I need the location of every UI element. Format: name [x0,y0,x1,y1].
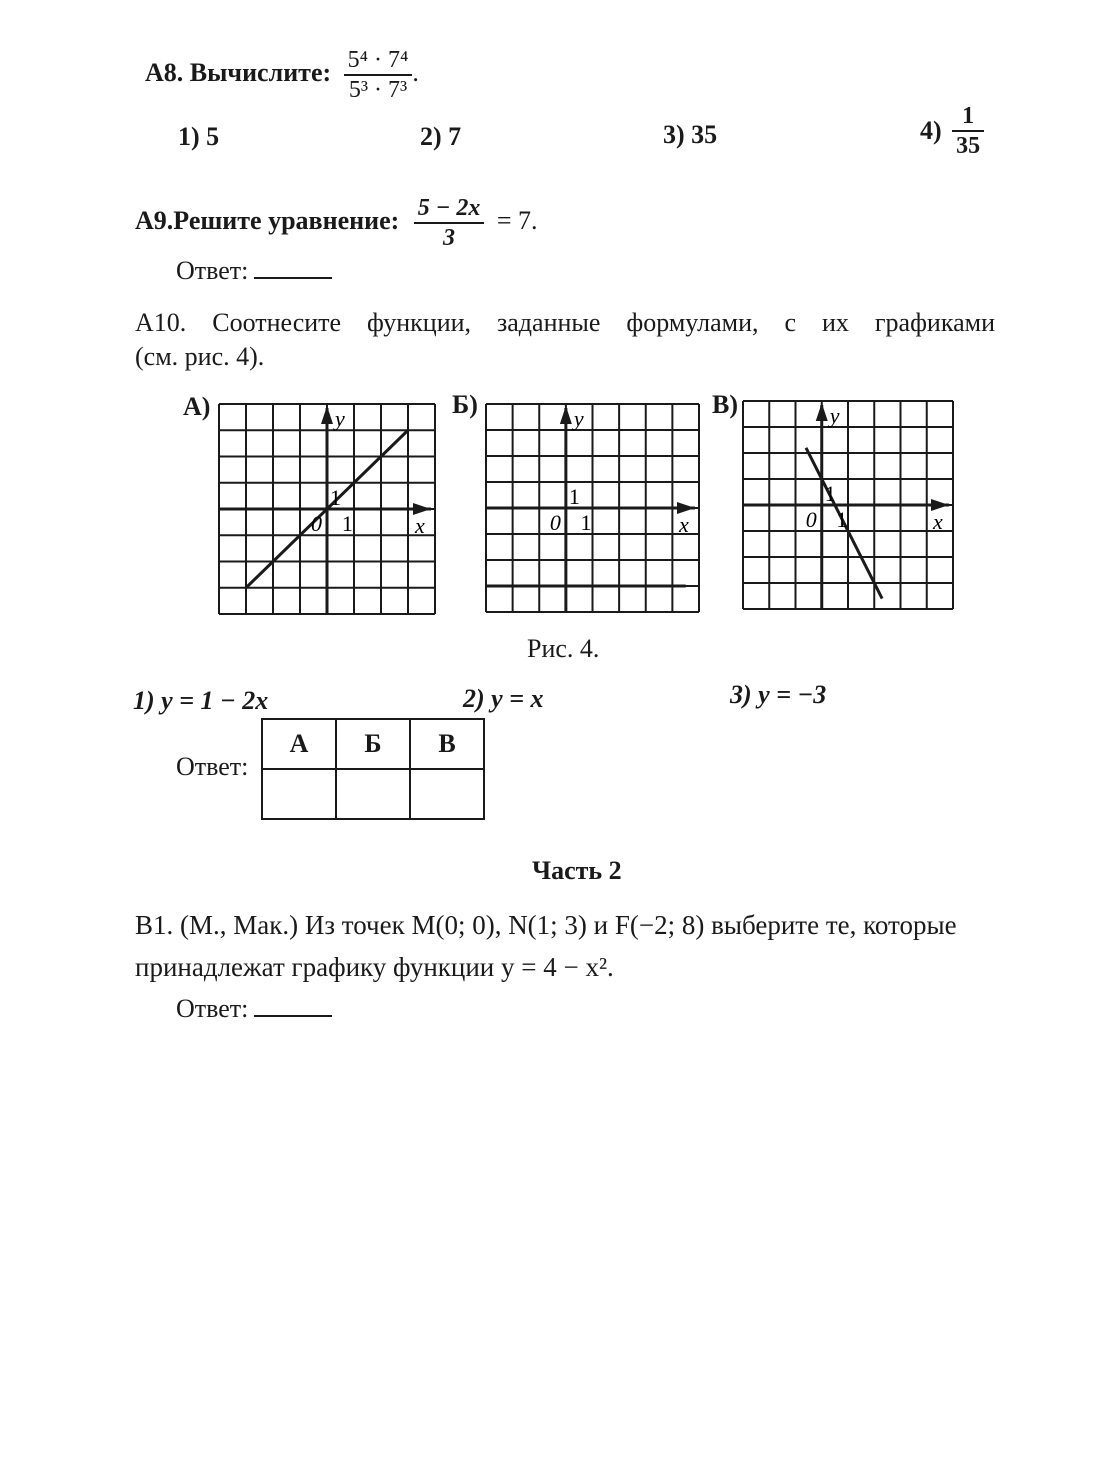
figure-caption: Рис. 4. [527,634,600,663]
a8-option-4-fraction [952,104,984,158]
a8-period: . [412,57,419,87]
a10-answer-header-b: Б [336,719,410,769]
part2-title: Часть 2 [532,856,622,885]
graph-c-axis-y-label: y [829,403,840,428]
a9-fraction [414,196,485,250]
a9-answer-blank[interactable] [254,259,332,279]
a9-fraction-denominator: 3 [443,225,456,251]
a10-answer-table [261,718,485,820]
a9-rhs: = 7. [496,205,538,235]
a10-answer-header-a: А [262,719,336,769]
a9-answer-label: Ответ: [176,256,249,285]
a10-formula-1: 1) y = 1 − 2x [133,686,269,715]
a9-answer [176,256,332,286]
graph-a-unit-y-label: 1 [330,484,341,510]
y-axis-arrow-icon [560,406,572,424]
graph-c-unit-y-label: 1 [824,481,836,506]
a8-fraction [344,48,413,102]
a10-formula-3: 3) y = −3 [730,680,827,709]
graph-b-axes [486,406,695,612]
a9-question [135,196,538,250]
a8-option-4 [920,104,984,158]
graph-b-axis-y-label: y [573,406,584,431]
a10-answer-header-row [262,719,484,769]
graph-b-unit-x-label: 1 [580,510,592,535]
a10-answer-label: Ответ: [176,752,249,781]
a8-option-4-denominator: 35 [956,133,981,159]
graph-a [218,403,436,615]
a8-option-3: 3) 35 [663,120,718,149]
a9-fraction-numerator: 5 − 2x [414,196,485,224]
graph-b-label: Б) [452,390,478,419]
a10-answer-cell-c[interactable] [410,769,484,819]
y-axis-arrow-icon [816,403,828,421]
a10-formula-2: 2) y = x [463,684,544,713]
graph-c-axis-x-label: x [933,509,943,534]
a8-fraction-denominator: 5³ · 7³ [348,77,408,103]
graph-a-axis-y-label: y [335,406,345,431]
a8-option-2: 2) 7 [420,122,462,151]
b1-answer-blank[interactable] [254,997,332,1017]
graph-a-label: A) [183,392,211,421]
b1-answer-label: Ответ: [176,994,249,1023]
graph-a-unit-x-label: 1 [341,511,353,536]
graph-b-axis-x-label: x [679,512,689,537]
b1-text-line2: принадлежат графику функции y = 4 − x². [135,952,614,982]
graph-c-axes [743,403,949,609]
a8-option-1: 1) 5 [178,122,220,151]
a9-label: A9.Решите уравнение: [135,205,400,235]
graph-a-axis-x-label: x [415,513,425,538]
y-axis-arrow-icon [321,406,333,424]
a8-question [145,48,419,102]
b1-text-line1: B1. (М., Мак.) Из точек M(0; 0), N(1; 3) и F(−2; 8) выберите те, которые [135,910,957,940]
b1-answer [176,994,332,1024]
graph-b-unit-y-label: 1 [568,484,580,509]
a10-text-line1: A10. Соотнесите функции, заданные формулами, с их графиками [135,308,995,337]
graph-b-origin-label: 0 [549,510,561,535]
a10-answer-input-row [262,769,484,819]
graph-c [742,400,954,610]
graph-c-origin-label: 0 [805,507,817,532]
graph-c-unit-x-label: 1 [836,507,848,532]
a10-answer-header-c: В [410,719,484,769]
a8-fraction-numerator: 5⁴ · 7⁴ [344,48,413,76]
graph-a-origin-label: 0 [311,511,322,536]
graph-b [485,403,700,613]
a10-text-line2: (см. рис. 4). [135,342,265,371]
graph-c-label: В) [712,390,738,419]
a10-answer-cell-a[interactable] [262,769,336,819]
a8-option-4-numerator: 1 [952,104,984,132]
a10-answer-cell-b[interactable] [336,769,410,819]
a8-label: A8. Вычислите: [145,57,332,87]
a8-option-4-prefix: 4) [920,116,942,145]
